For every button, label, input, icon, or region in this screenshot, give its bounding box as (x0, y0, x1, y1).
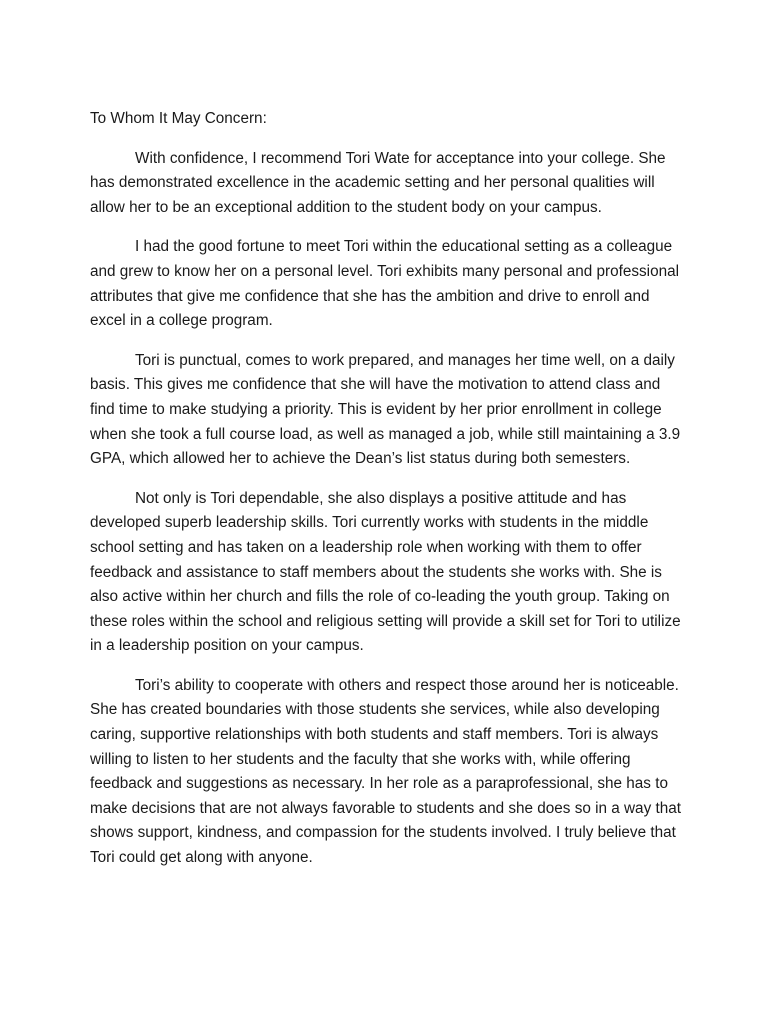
paragraph-5: Tori’s ability to cooperate with others and respect those around her is noticeable. She has created boundaries with those students she services, while also developing caring, supportive relationships with both students and staff members. Tori is always willing to listen to her students and the faculty that she works with, while offering feedback and suggestions as necessary. In her role as a paraprofessional, she has to make decisions that are not always favorable to students and she does so in a way that shows support, kindness, and compassion for the students involved. I truly believe that Tori could get along with anyone. (90, 676, 681, 867)
paragraph-2: I had the good fortune to meet Tori within the educational setting as a colleague and grew to know her on a personal level. Tori exhibits many personal and professional attributes that give me confidence that she has the ambition and drive to enroll and excel in a college program. (90, 238, 679, 330)
paragraph-1: With confidence, I recommend Tori Wate for acceptance into your college. She has demonstrated excellence in the academic setting and her personal qualities will allow her to be an exceptional addition to the student body on your campus. (90, 149, 666, 216)
paragraph-4: Not only is Tori dependable, she also displays a positive attitude and has developed superb leadership skills. Tori currently works with students in the middle school setting and has taken on a leadership role when working with them to offer feedback and assistance to staff members about the students she works with. She is also active within her church and fills the role of co-leading the youth group. Taking on these roles within the school and religious setting will provide a skill set for Tori to utilize in a leadership position on your campus. (90, 489, 681, 655)
salutation: To Whom It May Concern: (90, 110, 267, 127)
letter-body (90, 107, 682, 886)
paragraph-3: Tori is punctual, comes to work prepared, and manages her time well, on a daily basis. This gives me confidence that she will have the motivation to attend class and find time to make studying a priority. This is evident by her prior enrollment in college when she took a full course load, as well as managed a job, while still maintaining a 3.9 GPA, which allowed her to achieve the Dean’s list status during both semesters. (90, 351, 681, 468)
